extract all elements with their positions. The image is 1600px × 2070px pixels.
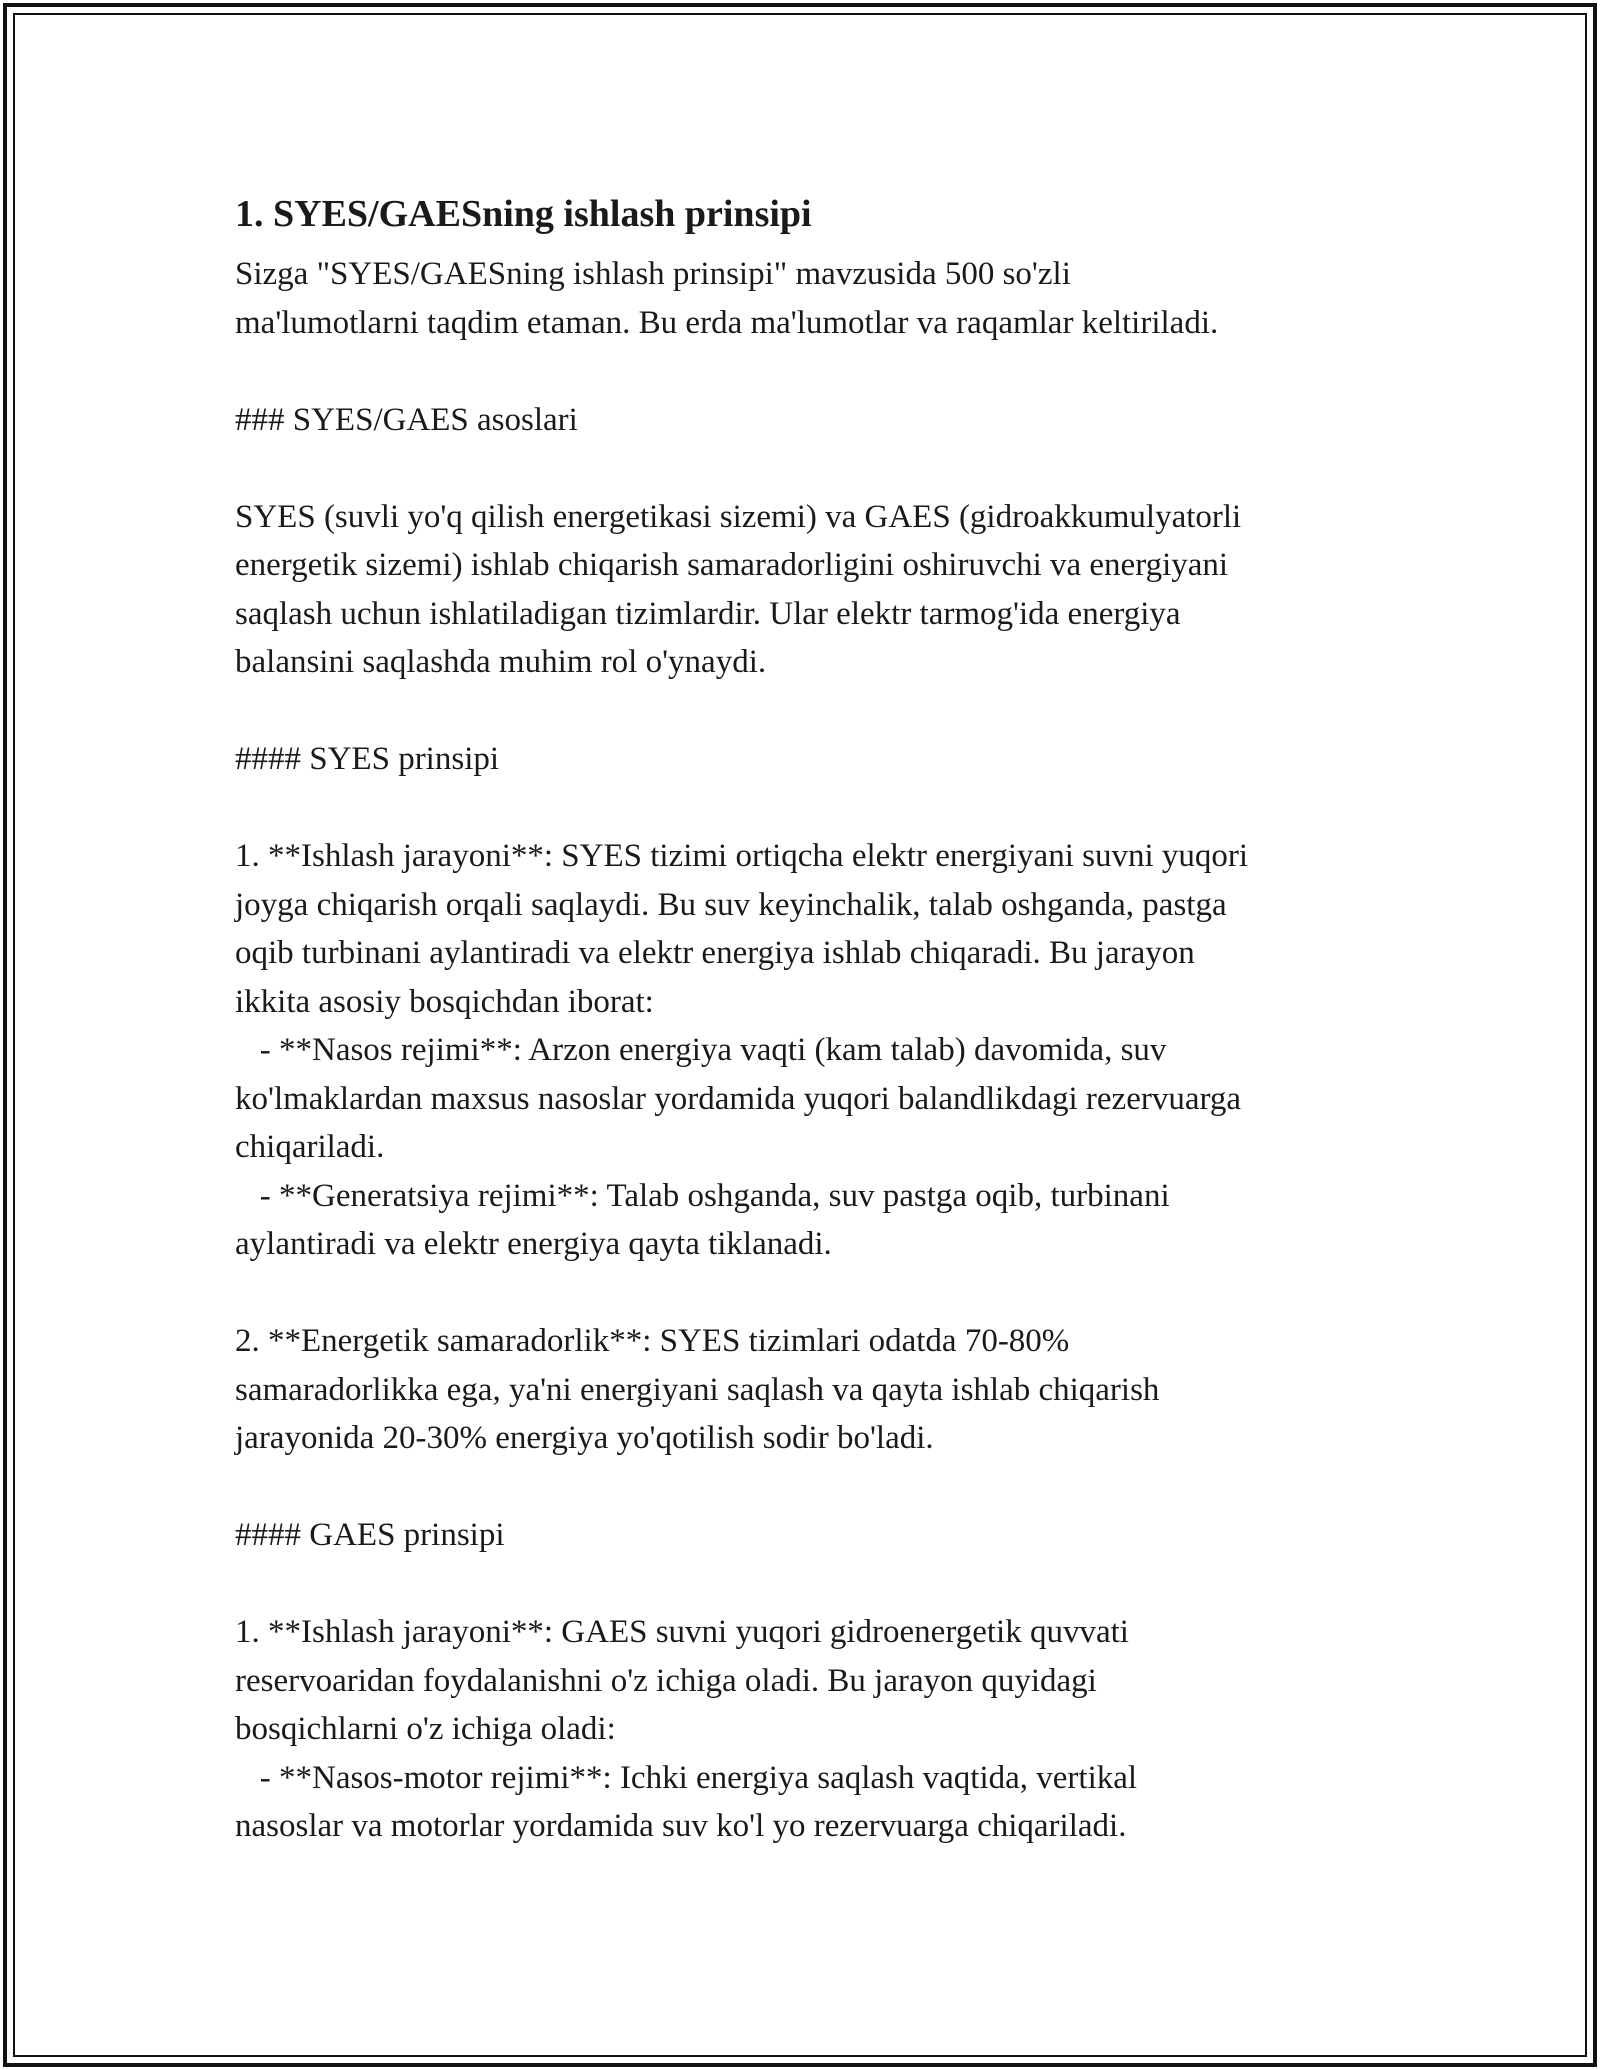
section-heading-basics: ### SYES/GAES asoslari xyxy=(235,401,578,438)
spacer xyxy=(235,1463,1415,1512)
basics-paragraph: SYES (suvli yo'q qilish energetikasi sizemi) va GAES (gidroakkumulyatorli energetik sizemi) ishlab chiqarish samaradorligini oshiruvchi va energiyani saqlash uchun ishlatiladigan tizimlardir. Ular elektr tarmog'ida energiya balansini saqlashda muhim rol o'ynaydi. xyxy=(235,498,1242,680)
syes-list-item-1: 1. **Ishlash jarayoni**: SYES tizimi ortiqcha elektr energiyani suvni yuqori joyga chiqarish orqali saqlaydi. Bu suv keyinchalik, talab oshganda, pastga oqib turbinani aylantiradi va elektr energiya ishlab chiqaradi. Bu jarayon ikkita asosiy bosqichdan iborat: - **Nasos rejimi**: Arzon energiya vaqti (kam talab) davomida, suv ko'lmaklardan maxsus nasoslar yordamida yuqori balandlikdagi rezervuarga chiqariladi. - **Generatsiya rejimi**: Talab oshganda, suv pastga oqib, turbinani aylantiradi va elektr energiya qayta tiklanadi. xyxy=(235,838,1249,1262)
gaes-list-item-1: 1. **Ishlash jarayoni**: GAES suvni yuqori gidroenergetik quvvati reservoaridan foydalanishni o'z ichiga oladi. Bu jarayon quyidagi bosqichlarni o'z ichiga oladi: - **Nasos-motor rejimi**: Ichki energiya saqlash vaqtida, vertikal nasoslar va motorlar yordamida suv ko'l yo rezervuarga chiqariladi. xyxy=(235,1614,1138,1844)
spacer xyxy=(235,784,1415,833)
section-heading-gaes: #### GAES prinsipi xyxy=(235,1517,505,1553)
syes-list-item-2: 2. **Energetik samaradorlik**: SYES tizimlari odatda 70-80% samaradorlikka ega, ya'ni energiyani saqlash va qayta ishlab chiqarish jarayonida 20-30% energiya yo'qotilish sodir bo'ladi. xyxy=(235,1323,1160,1456)
intro-paragraph: Sizga "SYES/GAESning ishlash prinsipi" mavzusida 500 so'zli ma'lumotlarni taqdim etaman. Bu erda ma'lumotlar va raqamlar keltiriladi. xyxy=(235,256,1219,341)
spacer xyxy=(235,1269,1415,1318)
spacer xyxy=(235,347,1415,396)
section-heading-syes: #### SYES prinsipi xyxy=(235,741,500,777)
spacer xyxy=(235,1560,1415,1609)
document-title: 1. SYES/GAESning ishlash prinsipi xyxy=(235,193,812,235)
spacer xyxy=(235,444,1415,493)
document-body xyxy=(235,188,1415,1851)
spacer xyxy=(235,687,1415,736)
